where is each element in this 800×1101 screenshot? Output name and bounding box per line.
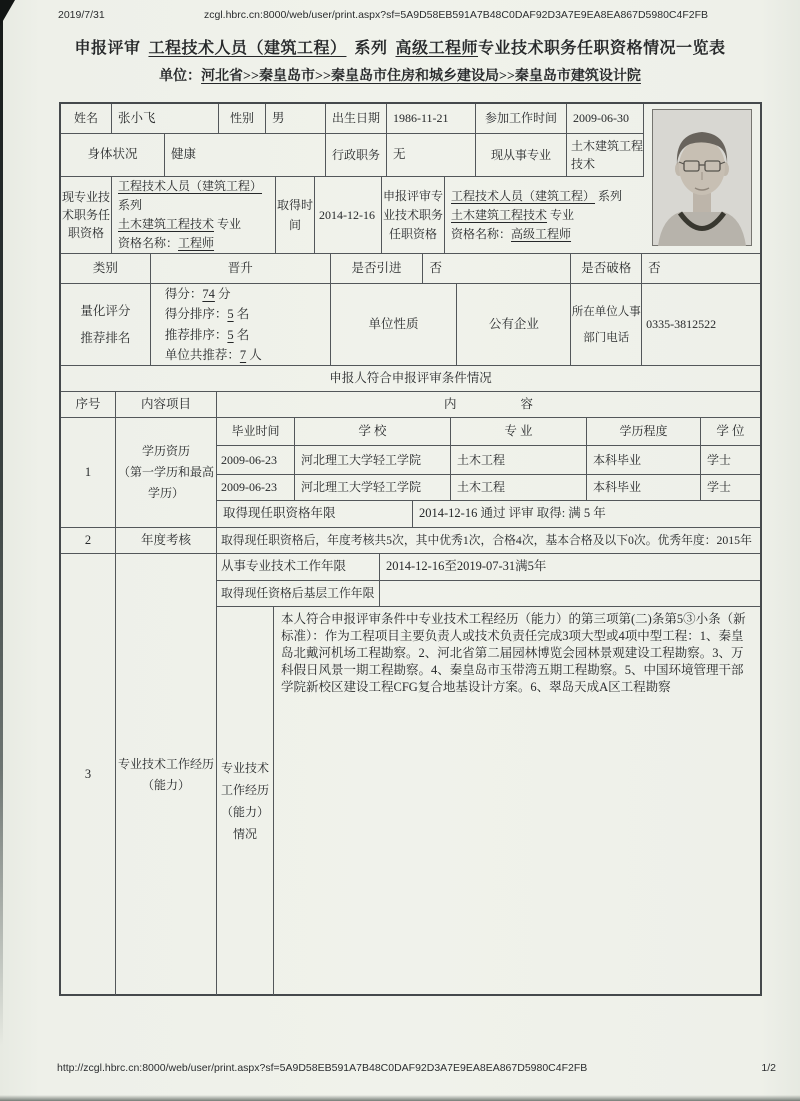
exception-label: 是否破格 <box>571 254 642 283</box>
current-qual-label: 现专业技术职务任职资格 <box>61 177 112 253</box>
qual-years-value: 2014-12-16 通过 评审 取得: 满 5 年 <box>419 506 606 521</box>
experience-content <box>217 554 760 995</box>
section-title: 申报人符合申报评审条件情况 <box>329 370 492 385</box>
row-current-qualification <box>61 177 644 253</box>
hr-phone-label: 所在单位人事部门电话 <box>571 284 642 365</box>
introduced-value: 否 <box>423 254 571 283</box>
introduced-label: 是否引进 <box>331 254 424 283</box>
name-value: 张小飞 <box>112 104 219 133</box>
grassroots-years-label: 取得现任资格后基层工作年限 <box>217 581 380 606</box>
print-header-url: zcgl.hbrc.cn:8000/web/user/print.aspx?sf=5A9D58EB591A7B48C0DAF92D3A7E9EA8EA867D5980C4F2FB <box>204 9 709 21</box>
edu-major: 土木工程 <box>451 446 587 474</box>
current-qual-detail: 工程技术人员（建筑工程） 系列 土木建筑工程技术 专业 资格名称：工程师 <box>112 177 276 253</box>
edu-degree: 学士 <box>707 452 732 467</box>
edu-school: 河北理工大学轻工学院 <box>295 475 451 500</box>
row-score <box>61 284 760 366</box>
category-value: 晋升 <box>151 254 331 283</box>
row-column-headers <box>61 392 760 418</box>
work-years-label: 从事专业技术工作年限 <box>217 554 380 580</box>
edu-date: 2009-06-23 <box>217 446 295 474</box>
edu-col-major: 专 业 <box>451 418 587 445</box>
title-prefix: 申报评审 <box>74 40 141 57</box>
page-number: 1/2 <box>761 1062 776 1074</box>
education-years-row <box>217 501 760 527</box>
experience-detail-text: 本人符合申报评审条件中专业技术工程经历（能力）的第三项第(二)条第5③小条（新标准）：作为工程项目主要负责人或技术负责任完成3项大型或4项中型工程：1、秦皇岛北戴河机场工程勘察。2、河北省第二届园林博览会园林景观建设工程勘察。3、万科假日风景一期工程勘察。4、秦皇岛市玉带湾五期工程勘察。5、中国环境管理干部学院新校区建设工程CFG复合地基设计方案。6、翠岛天成A区工程勘察 <box>281 612 746 694</box>
experience-detail-row <box>217 607 760 995</box>
unit-label: 单位： <box>159 69 202 84</box>
title-suffix: 专业技术职务任职资格情况一览表 <box>478 40 726 57</box>
experience-item-label: 专业技术工作经历（能力） <box>116 554 217 995</box>
obtain-date-value: 2014-12-16 <box>315 177 382 253</box>
edu-col-school: 学 校 <box>295 418 451 445</box>
col-header-content: 内 容 <box>443 396 534 411</box>
edu-school: 河北理工大学轻工学院 <box>295 446 451 474</box>
assessment-no: 2 <box>61 528 116 553</box>
education-record-row <box>217 475 760 501</box>
unit-type-value: 公有企业 <box>457 284 571 365</box>
apply-qual-label: 申报评审专业技术职务任职资格 <box>382 177 445 253</box>
document-title <box>0 35 800 58</box>
title-level: 高级工程师 <box>395 40 479 57</box>
scan-corner-mark <box>0 0 15 26</box>
qual-years-label: 取得现任职资格年限 <box>217 501 413 527</box>
health-label: 身体状况 <box>61 134 165 176</box>
exception-value: 否 <box>648 260 661 275</box>
assessment-content: 取得现任职资格后，年度考核共5次，其中优秀1次，合格4次，基本合格及以下0次。优秀年度：2015年 <box>221 533 752 548</box>
education-record-row <box>217 446 760 475</box>
edu-col-degree: 学 位 <box>716 423 745 438</box>
total-recommend-line: 单位共推荐：7 人 <box>164 348 262 362</box>
work-start-label: 参加工作时间 <box>476 104 567 133</box>
row-health-admin <box>61 134 644 177</box>
work-start-value: 2009-06-30 <box>567 104 644 133</box>
edu-level: 本科毕业 <box>587 475 701 500</box>
row-section-title <box>61 366 760 392</box>
edu-degree: 学士 <box>707 480 732 494</box>
recommend-rank-line: 推荐排序：5 名 <box>164 327 250 342</box>
group-education <box>61 418 760 528</box>
group-assessment <box>61 528 760 554</box>
apply-qual-name: 高级工程师 <box>511 226 572 241</box>
education-no: 1 <box>61 418 116 527</box>
category-label: 类别 <box>61 254 151 283</box>
experience-no: 3 <box>61 554 116 995</box>
print-footer-url: http://zcgl.hbrc.cn:8000/web/user/print.aspx?sf=5A9D58EB591A7B48C0DAF92D3A7E9EA8EA867D5980C4F2FB <box>57 1062 588 1074</box>
title-series: 工程技术人员（建筑工程） <box>148 40 347 57</box>
grassroots-years-value <box>380 581 760 606</box>
col-header-item: 内容项目 <box>116 392 217 417</box>
edu-level: 本科毕业 <box>587 446 701 474</box>
row-category <box>61 254 760 284</box>
applicant-photo <box>652 109 752 246</box>
unit-value: 河北省>>秦皇岛市>>秦皇岛市住房和城乡建设局>>秦皇岛市建筑设计院 <box>201 69 641 84</box>
col-header-no: 序号 <box>61 392 116 417</box>
admin-label: 行政职务 <box>326 134 387 176</box>
profession-label: 现从事专业 <box>476 134 567 176</box>
obtain-date-label: 取得时间 <box>276 177 315 253</box>
assessment-item-label: 年度考核 <box>116 528 217 553</box>
edu-col-level: 学历程度 <box>587 418 701 445</box>
birth-label: 出生日期 <box>326 104 387 133</box>
work-years-row <box>217 554 760 581</box>
grassroots-years-row <box>217 581 760 607</box>
edu-col-date: 毕业时间 <box>217 418 295 445</box>
health-value: 健康 <box>165 134 326 176</box>
qualification-form-table <box>59 102 762 996</box>
score-block-label: 量化评分 推荐排名 <box>61 284 151 365</box>
group-experience <box>61 554 760 995</box>
profession-value: 土木建筑工程技术 <box>567 134 644 176</box>
basic-info-block <box>61 104 760 254</box>
gender-value: 男 <box>266 104 326 133</box>
title-series-suffix: 系列 <box>354 40 388 57</box>
birth-value: 1986-11-21 <box>387 104 476 133</box>
unit-type-label: 单位性质 <box>331 284 458 365</box>
score-rank-line: 得分排序：5 名 <box>164 307 250 321</box>
education-item-label: 学历资历 （第一学历和最高 学历） <box>116 418 217 527</box>
gender-label: 性别 <box>219 104 266 133</box>
score-details <box>151 284 331 365</box>
photo-cell <box>644 104 760 251</box>
current-qual-name: 工程师 <box>178 236 215 250</box>
edu-major: 土木工程 <box>451 475 587 500</box>
print-date: 2019/7/31 <box>58 9 105 21</box>
scan-edge-bottom <box>0 1095 800 1101</box>
row-name-gender <box>61 104 644 134</box>
education-content <box>217 418 760 527</box>
score-line: 得分：74 分 <box>164 286 231 301</box>
hr-phone-value: 0335-3812522 <box>646 317 717 331</box>
work-years-value: 2014-12-16至2019-07-31满5年 <box>386 559 547 574</box>
name-label: 姓名 <box>61 104 112 133</box>
admin-value: 无 <box>387 134 476 176</box>
apply-qual-detail: 工程技术人员（建筑工程） 系列 土木建筑工程技术 专业 资格名称：高级工程师 <box>451 188 623 241</box>
education-header-row <box>217 418 760 446</box>
edu-date: 2009-06-23 <box>217 475 295 500</box>
unit-line <box>0 65 800 85</box>
scan-edge-left <box>0 0 3 1101</box>
experience-detail-label: 专业技术 工作经历 （能力） 情况 <box>217 607 274 995</box>
